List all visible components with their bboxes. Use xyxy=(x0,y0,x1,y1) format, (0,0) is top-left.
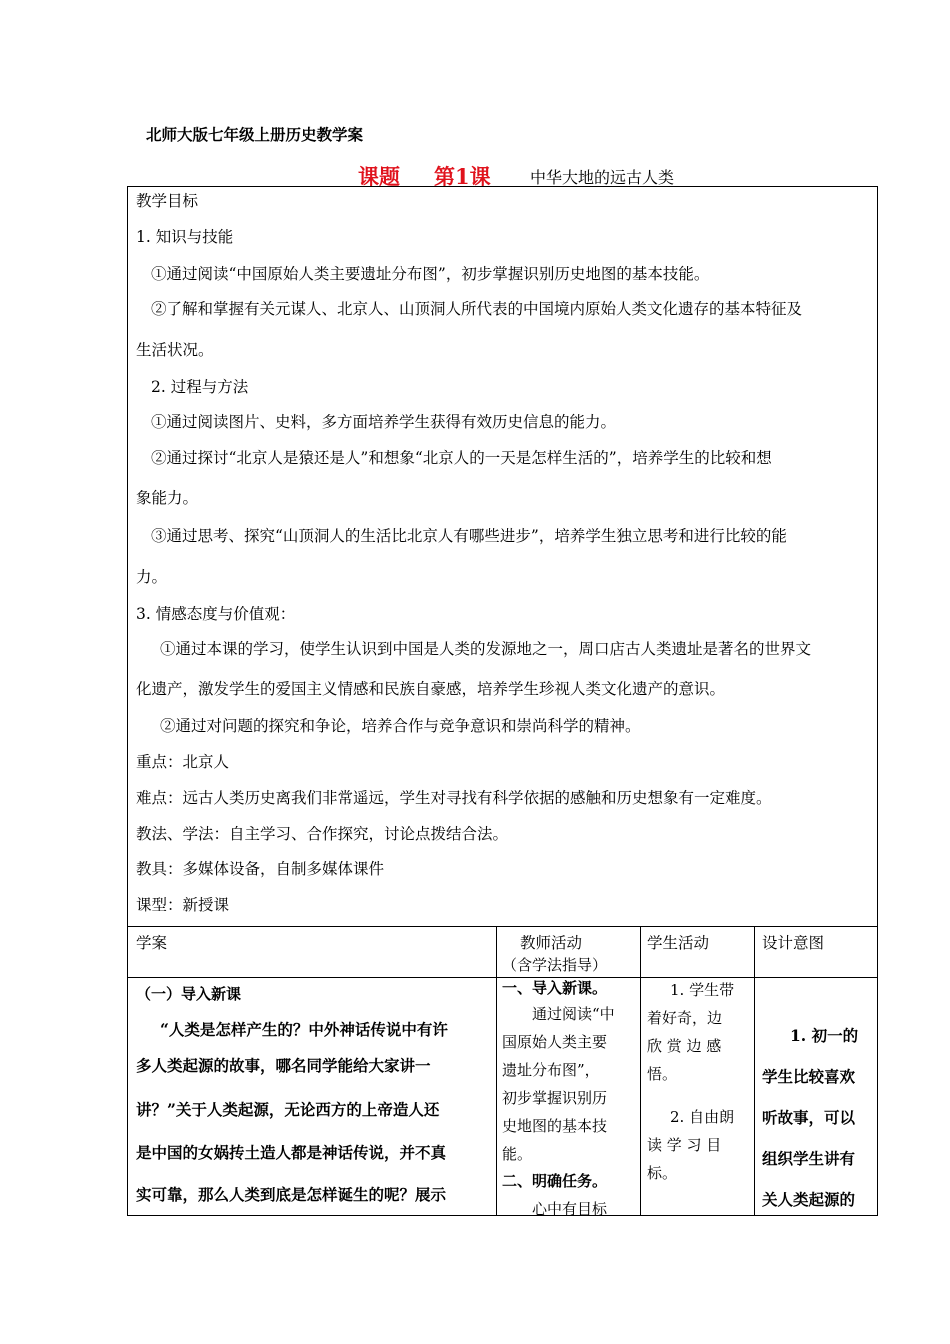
process-item-2a: ②通过探讨“北京人是猿还是人”和想象“北京人的一天是怎样生活的”，培养学生的比较和想 xyxy=(151,449,772,467)
teacher-line: 国原始人类主要 xyxy=(502,1033,608,1051)
design-line: 听故事，可以 xyxy=(762,1108,856,1127)
student-line: 着好奇，边 xyxy=(647,1009,723,1027)
objectives-heading: 教学目标 xyxy=(136,192,199,210)
design-line: 学生比较喜欢 xyxy=(762,1067,856,1086)
process-heading: 2. 过程与方法 xyxy=(151,378,249,396)
student-line: 悟。 xyxy=(647,1065,678,1083)
teacher-line: 心中有目标 xyxy=(532,1200,608,1218)
teacher-line: 史地图的基本技 xyxy=(502,1117,608,1135)
values-item-1a: ①通过本课的学习，使学生认识到中国是人类的发源地之一，周口店古人类遗址是著名的世界文 xyxy=(160,640,812,658)
design-line: 1. 初一的 xyxy=(790,1026,859,1045)
column-header-student: 学生活动 xyxy=(647,934,710,952)
skills-heading: 1. 知识与技能 xyxy=(136,228,234,246)
teacher-line: 二、明确任务。 xyxy=(502,1172,608,1190)
student-line: 读 学 习 目 xyxy=(647,1136,722,1154)
column-header-design: 设计意图 xyxy=(762,934,825,952)
student-line: 2. 自由朗 xyxy=(670,1108,735,1126)
student-line: 标。 xyxy=(647,1164,678,1182)
design-line: 关人类起源的 xyxy=(762,1190,856,1209)
process-item-2b: 象能力。 xyxy=(136,489,199,507)
xuean-line: （一）导入新课 xyxy=(136,985,242,1003)
teaching-tools: 教具：多媒体设备，自制多媒体课件 xyxy=(136,860,385,878)
lesson-type: 课型：新授课 xyxy=(136,896,230,914)
skills-item-2a: ②了解和掌握有关元谋人、北京人、山顶洞人所代表的中国境内原始人类文化遗存的基本特征及 xyxy=(151,300,803,318)
skills-item-2b: 生活状况。 xyxy=(136,341,214,359)
teacher-line: 能。 xyxy=(502,1145,533,1163)
row-divider-header xyxy=(127,926,878,927)
xuean-line: 是中国的女娲抟土造人都是神话传说，并不真 xyxy=(136,1143,447,1162)
column-header-teacher: 教师活动 xyxy=(520,934,583,952)
col-divider-3 xyxy=(754,926,755,1216)
difficulty: 难点：远古人类历史离我们非常遥远，学生对寻找有科学依据的感触和历史想象有一定难度。 xyxy=(136,789,772,807)
process-item-3b: 力。 xyxy=(136,568,168,586)
xuean-line: 讲？”关于人类起源，无论西方的上帝造人还 xyxy=(136,1100,440,1119)
design-line: 组织学生讲有 xyxy=(762,1149,856,1168)
values-heading: 3. 情感态度与价值观： xyxy=(136,605,296,623)
lesson-title xyxy=(0,161,950,187)
student-line: 1. 学生带 xyxy=(670,981,735,999)
teacher-line: 一、导入新课。 xyxy=(502,979,608,997)
lesson-name: 中华大地的远古人类 xyxy=(530,168,675,187)
teacher-line: 初步掌握识别历 xyxy=(502,1089,608,1107)
document-title: 北师大版七年级上册历史教学案 xyxy=(146,125,364,144)
xuean-line: “人类是怎样产生的？中外神话传说中有许 xyxy=(160,1020,448,1039)
values-item-1b: 化遗产，激发学生的爱国主义情感和民族自豪感，培养学生珍视人类文化遗产的意识。 xyxy=(136,680,726,698)
teacher-line: 通过阅读“中 xyxy=(532,1005,615,1023)
key-point: 重点：北京人 xyxy=(136,753,230,771)
col-divider-2 xyxy=(640,926,641,1216)
xuean-line: 多人类起源的故事，哪名同学能给大家讲一 xyxy=(136,1056,431,1075)
xuean-line: 实可靠，那么人类到底是怎样诞生的呢？展示 xyxy=(136,1185,447,1204)
teacher-line: 遗址分布图”， xyxy=(502,1061,600,1079)
process-item-3a: ③通过思考、探究“山顶洞人的生活比北京人有哪些进步”，培养学生独立思考和进行比较的能 xyxy=(151,527,787,545)
column-header-xuean: 学案 xyxy=(136,934,168,952)
col-divider-1 xyxy=(496,926,497,1216)
values-item-2: ②通过对问题的探究和争论，培养合作与竞争意识和崇尚科学的精神。 xyxy=(160,717,641,735)
column-header-teacher-sub: （含学法指导） xyxy=(502,956,608,974)
student-line: 欣 赏 边 感 xyxy=(647,1037,722,1055)
keti-label: 课题 xyxy=(358,164,400,189)
lesson-number: 第1课 xyxy=(434,164,491,189)
teaching-method: 教法、学法：自主学习、合作探究，讨论点拨结合法。 xyxy=(136,825,509,843)
skills-item-1: ①通过阅读“中国原始人类主要遗址分布图”，初步掌握识别历史地图的基本技能。 xyxy=(151,265,710,283)
process-item-1: ①通过阅读图片、史料，多方面培养学生获得有效历史信息的能力。 xyxy=(151,413,617,431)
